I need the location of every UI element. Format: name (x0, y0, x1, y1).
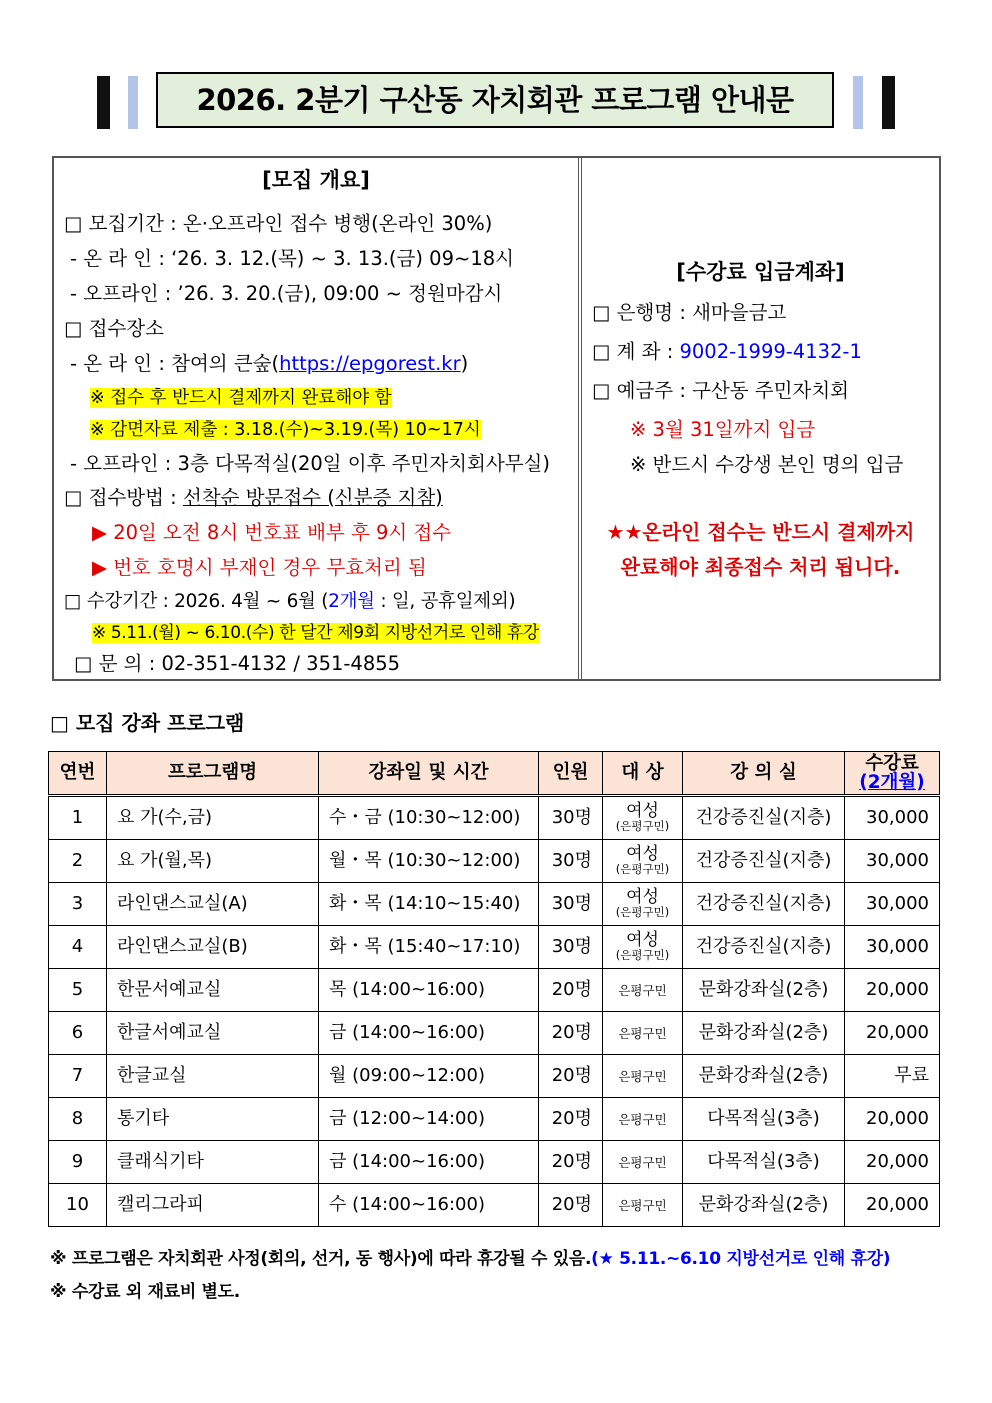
cell-room: 문화강좌실(2층) (683, 1012, 845, 1055)
recruit-place-offline: - 오프라인 : 3층 다목적실(20일 이후 주민자치회사무실) (70, 452, 550, 475)
course-period (64, 588, 515, 616)
target-main: 여성 (626, 930, 659, 950)
cell-target (603, 1012, 683, 1055)
account-number: 9002-1999-4132-1 (679, 340, 862, 363)
account-heading: [수강료 입금계좌] (676, 260, 845, 284)
footnote-materials: ※ 수강료 외 재료비 별도. (50, 1282, 240, 1302)
method-note-ticket: ▶ 20일 오전 8시 번호표 배부 후 9시 접수 (92, 521, 452, 544)
recruit-place: □ 접수장소 (64, 317, 164, 340)
account-number-line (592, 338, 862, 366)
cell-name: 라인댄스교실(B) (107, 926, 319, 969)
header-time: 강좌일 및 시간 (319, 752, 539, 796)
recruit-method-value: 선착순 방문접수 (신분증 지참) (182, 486, 443, 509)
cell-capacity: 20명 (539, 1055, 603, 1098)
header-target: 대 상 (603, 752, 683, 796)
programs-table (48, 751, 940, 1227)
discount-note (90, 416, 481, 444)
recruit-period-offline: - 오프라인 : ’26. 3. 20.(금), 09:00 ~ 정원마감시 (70, 282, 503, 305)
cell-time: 월・목 (10:30~12:00) (319, 840, 539, 883)
table-row (49, 969, 940, 1012)
cell-target (603, 1141, 683, 1184)
cell-fee: 무료 (845, 1055, 940, 1098)
cell-target (603, 1055, 683, 1098)
cell-time: 수・금 (10:30~12:00) (319, 796, 539, 840)
info-box-divider (578, 158, 582, 679)
header-fee-sub: (2개월) (859, 772, 925, 793)
target-main: 은평구민 (618, 1025, 667, 1041)
course-break-note (92, 619, 539, 647)
cell-time: 화・목 (15:40~17:10) (319, 926, 539, 969)
cell-time: 목 (14:00~16:00) (319, 969, 539, 1012)
target-sub: (은평구민) (615, 948, 670, 962)
cell-fee: 20,000 (845, 969, 940, 1012)
online-site-link[interactable]: https://epgorest.kr (279, 352, 461, 375)
title-bar-left-dark (97, 76, 110, 129)
cell-room: 건강증진실(지층) (683, 883, 845, 926)
cell-name: 라인댄스교실(A) (107, 883, 319, 926)
recruit-period-online: - 온 라 인 : ‘26. 3. 12.(목) ~ 3. 13.(금) 09~18시 (70, 247, 514, 270)
cell-name: 통기타 (107, 1098, 319, 1141)
recruitment-info-box (52, 156, 941, 681)
cell-target (603, 969, 683, 1012)
cell-name: 한글서예교실 (107, 1012, 319, 1055)
cell-no: 4 (49, 926, 107, 969)
cell-name: 클래식기타 (107, 1141, 319, 1184)
course-period-prefix: □ 수강기간 : 2026. 4월 ~ 6월 ( (64, 591, 329, 612)
cell-target (603, 883, 683, 926)
bank-name: □ 은행명 : 새마을금고 (592, 301, 787, 324)
title-bar-right-light (853, 76, 863, 129)
table-row (49, 1012, 940, 1055)
target-sub: (은평구민) (615, 862, 670, 876)
course-period-suffix: : 일, 공휴일제외) (374, 591, 516, 612)
cell-capacity: 20명 (539, 1098, 603, 1141)
cell-capacity: 20명 (539, 1141, 603, 1184)
cell-fee: 20,000 (845, 1184, 940, 1227)
online-warning-line1: ★★온라인 접수는 반드시 결제까지 (606, 520, 915, 544)
cell-target (603, 1098, 683, 1141)
cell-fee: 20,000 (845, 1098, 940, 1141)
cell-no: 5 (49, 969, 107, 1012)
cell-capacity: 20명 (539, 1184, 603, 1227)
table-row (49, 840, 940, 883)
cell-no: 2 (49, 840, 107, 883)
target-main: 여성 (626, 801, 659, 821)
cell-name: 요 가(월,목) (107, 840, 319, 883)
cell-time: 금 (12:00~14:00) (319, 1098, 539, 1141)
header-capacity: 인원 (539, 752, 603, 796)
cell-room: 건강증진실(지층) (683, 926, 845, 969)
table-row (49, 1184, 940, 1227)
cell-fee: 30,000 (845, 796, 940, 840)
payment-note (90, 384, 392, 412)
cell-room: 건강증진실(지층) (683, 840, 845, 883)
target-sub: (은평구민) (615, 905, 670, 919)
cell-capacity: 20명 (539, 1012, 603, 1055)
recruit-method (64, 484, 443, 512)
cell-no: 7 (49, 1055, 107, 1098)
target-main: 은평구민 (618, 982, 667, 998)
recruit-method-prefix: □ 접수방법 : (64, 486, 183, 509)
footnote-closure-election: (★ 5.11.~6.10 지방선거로 인해 휴강) (591, 1249, 891, 1269)
cell-target (603, 926, 683, 969)
target-main: 은평구민 (618, 1154, 667, 1170)
cell-room: 문화강좌실(2층) (683, 1184, 845, 1227)
cell-time: 월 (09:00~12:00) (319, 1055, 539, 1098)
cell-fee: 30,000 (845, 926, 940, 969)
cell-capacity: 30명 (539, 796, 603, 840)
cell-fee: 20,000 (845, 1012, 940, 1055)
table-row (49, 883, 940, 926)
target-main: 은평구민 (618, 1068, 667, 1084)
header-fee (845, 752, 940, 796)
cell-time: 금 (14:00~16:00) (319, 1141, 539, 1184)
cell-fee: 30,000 (845, 883, 940, 926)
table-row (49, 1141, 940, 1184)
cell-target (603, 840, 683, 883)
title-bar-right-dark (882, 76, 895, 129)
overview-heading: [모집 개요] (262, 168, 370, 192)
header-room: 강 의 실 (683, 752, 845, 796)
table-row (49, 796, 940, 840)
cell-capacity: 20명 (539, 969, 603, 1012)
cell-target (603, 1184, 683, 1227)
course-period-highlight: 2개월 (328, 591, 375, 612)
payment-note-text: ※ 접수 후 반드시 결제까지 완료해야 함 (90, 388, 392, 408)
cell-no: 3 (49, 883, 107, 926)
cell-time: 수 (14:00~16:00) (319, 1184, 539, 1227)
programs-heading: □ 모집 강좌 프로그램 (50, 711, 245, 735)
page-title: 2026. 2분기 구산동 자치회관 프로그램 안내문 (156, 72, 834, 128)
cell-name: 한문서예교실 (107, 969, 319, 1012)
table-row (49, 1055, 940, 1098)
recruit-period: □ 모집기간 : 온·오프라인 접수 병행(온라인 30%) (64, 212, 493, 235)
cell-name: 요 가(수,금) (107, 796, 319, 840)
course-break-note-text: ※ 5.11.(월) ~ 6.10.(수) 한 달간 제9회 지방선거로 인해 휴강 (92, 623, 539, 643)
cell-name: 캘리그라피 (107, 1184, 319, 1227)
cell-no: 1 (49, 796, 107, 840)
cell-time: 금 (14:00~16:00) (319, 1012, 539, 1055)
cell-time: 화・목 (14:10~15:40) (319, 883, 539, 926)
recruit-place-online-prefix: - 온 라 인 : 참여의 큰숲( (70, 352, 280, 375)
account-number-label: □ 계 좌 : (592, 340, 680, 363)
target-main: 여성 (626, 844, 659, 864)
title-bar-left-light (128, 76, 138, 129)
footnote-closure (50, 1244, 890, 1269)
cell-no: 8 (49, 1098, 107, 1141)
cell-room: 문화강좌실(2층) (683, 969, 845, 1012)
deposit-deadline-text: ※ 3월 31일까지 입금 (630, 418, 816, 441)
cell-no: 9 (49, 1141, 107, 1184)
cell-room: 다목적실(3층) (683, 1141, 845, 1184)
target-sub: (은평구민) (615, 819, 670, 833)
recruit-place-online-suffix: ) (460, 352, 469, 375)
cell-room: 건강증진실(지층) (683, 796, 845, 840)
inquiry-phone: □ 문 의 : 02-351-4132 / 351-4855 (74, 652, 401, 675)
footnote-closure-main: ※ 프로그램은 자치회관 사정(회의, 선거, 동 행사)에 따라 휴강될 수 있음. (50, 1249, 592, 1269)
header-fee-label: 수강료 (865, 753, 919, 774)
programs-table-body (49, 796, 940, 1227)
header-name: 프로그램명 (107, 752, 319, 796)
deposit-name-note: ※ 반드시 수강생 본인 명의 입금 (630, 453, 904, 476)
deposit-deadline (630, 416, 815, 444)
cell-capacity: 30명 (539, 883, 603, 926)
table-header-row (49, 752, 940, 796)
online-warning-line2: 완료해야 최종접수 처리 됩니다. (620, 555, 901, 579)
cell-capacity: 30명 (539, 840, 603, 883)
method-note-absent: ▶ 번호 호명시 부재인 경우 무효처리 됨 (92, 556, 427, 579)
recruit-place-online (70, 350, 468, 378)
table-row (49, 1098, 940, 1141)
cell-name: 한글교실 (107, 1055, 319, 1098)
cell-fee: 20,000 (845, 1141, 940, 1184)
cell-capacity: 30명 (539, 926, 603, 969)
header-no: 연번 (49, 752, 107, 796)
cell-room: 다목적실(3층) (683, 1098, 845, 1141)
cell-fee: 30,000 (845, 840, 940, 883)
cell-target (603, 796, 683, 840)
cell-room: 문화강좌실(2층) (683, 1055, 845, 1098)
target-main: 은평구민 (618, 1197, 667, 1213)
cell-no: 6 (49, 1012, 107, 1055)
discount-note-text: ※ 감면자료 제출 : 3.18.(수)~3.19.(목) 10~17시 (90, 420, 481, 440)
table-row (49, 926, 940, 969)
target-main: 은평구민 (618, 1111, 667, 1127)
target-main: 여성 (626, 887, 659, 907)
account-holder: □ 예금주 : 구산동 주민자치회 (592, 379, 849, 402)
cell-no: 10 (49, 1184, 107, 1227)
